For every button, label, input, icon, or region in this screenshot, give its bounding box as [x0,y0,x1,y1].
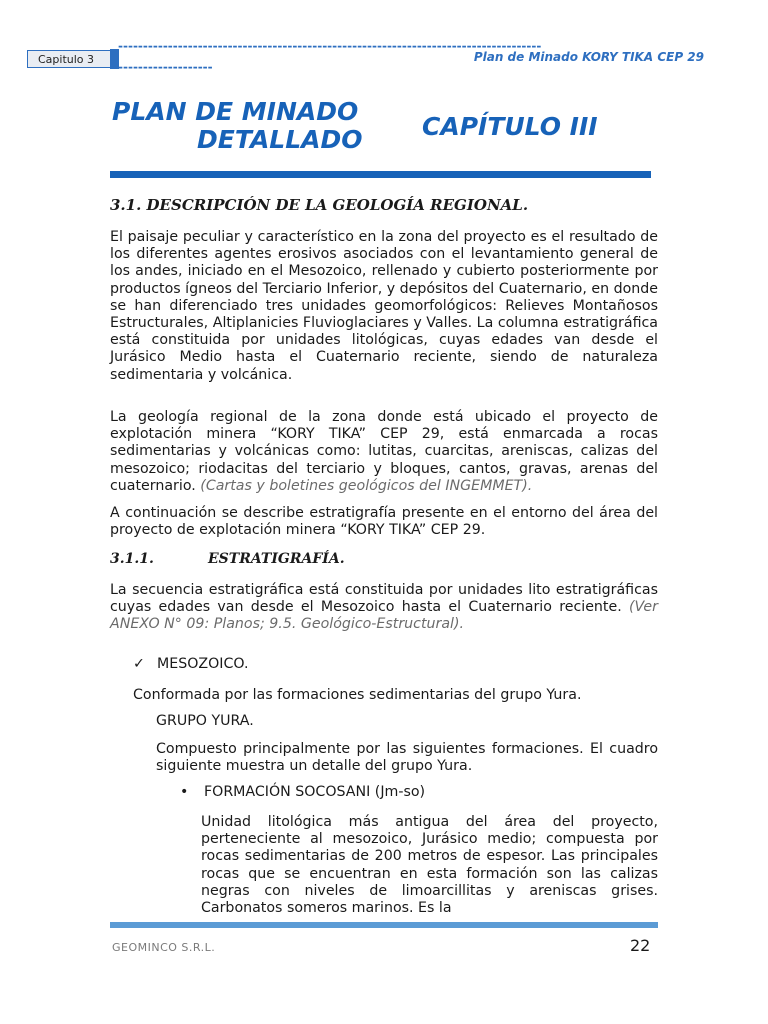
subsection-paragraph-1-text: La secuencia estratigráfica está constituida por unidades lito estratigráficas cuyas edades van desde el Mesozoico hasta el Cuaternario reciente. [110,582,658,616]
checkmark-icon: ✓ [133,656,145,672]
subsection-title: ESTRATIGRAFÍA. [208,551,345,567]
chapter-tag: Capitulo 3 [27,50,118,68]
section-paragraph-2 [110,409,658,495]
formacion-description: Unidad litológica más antigua del área del proyecto, perteneciente al mesozoico, Jurásico medio; compuesta por rocas sedimentarias de 200 metros de espesor. Las principales rocas que se encuentran en esta formación son las calizas negras con niveles de limoarcillitas y areniscas grises. Carbonatos someros marinos. Es la [201,814,658,917]
section-paragraph-3: A continuación se describe estratigrafía presente en el entorno del área del proyecto de explotación minera “KORY TIKA” CEP 29. [110,505,658,539]
footer-divider [110,922,658,928]
citation: (Cartas y boletines geológicos del INGEMMET). [200,477,533,494]
title-divider [110,171,651,178]
footer-company: GEOMINCO S.R.L. [112,941,216,954]
grupo-yura-description: Compuesto principalmente por las siguientes formaciones. El cuadro siguiente muestra un detalle del grupo Yura. [156,741,658,775]
formacion-label: FORMACIÓN SOCOSANI (Jm-so) [204,784,426,800]
formacion-item [178,784,425,800]
subsection-paragraph-1 [110,582,658,634]
header-dash-line: ------------------------------------------------------------------------------------- [118,41,542,51]
mesozoico-label: MESOZOICO. [157,656,249,672]
page-title-line1: PLAN DE MINADO [112,97,359,126]
chapter-title: CAPÍTULO III [422,112,598,141]
subsection-number: 3.1.1. [110,551,154,567]
section-paragraph-1: El paisaje peculiar y característico en la zona del proyecto es el resultado de los diferentes agentes erosivos asociados con el levantamiento general de los andes, iniciado en el Mesozoico, rellenado y cubierto posteriormente por productos ígneos del Terciario Inferior, y depósitos del Cuaternario, en donde se han diferenciado tres unidades geomorfológicos: Relieves Montañosos Estructurales, Altiplanicies Fluvioglaciares y Valles. La columna estratigráfica está constituida por unidades litológicas, cuyas edades van desde el Jurásico Medio hasta el Cuaternario reciente, siendo de naturaleza sedimentaria y volcánica. [110,229,658,383]
mesozoico-item [133,656,248,672]
document-title: Plan de Minado KORY TIKA CEP 29 [473,50,704,64]
grupo-yura-label: GRUPO YURA. [156,713,254,729]
bullet-icon: • [180,784,189,800]
page-title [112,98,372,154]
subsection-heading [110,551,658,567]
page-number: 22 [630,936,651,955]
annex-reference: (Ver ANEXO N° 09: Planos; 9.5. Geológico-Estructural). [110,599,658,633]
page-title-line2: DETALLADO [197,125,363,154]
section-paragraph-2-text: La geología regional de la zona donde está ubicado el proyecto de explotación minera “KORY TIKA” CEP 29, está enmarcada a rocas sedimentarias y volcánicas como: lutitas, cuarcitas, areniscas, calizas del mesozoico; riodacitas del terciario y bloques, cantos, gravas, arenas del cuaternario. [110,409,658,494]
mesozoico-description: Conformada por las formaciones sedimentarias del grupo Yura. [133,687,582,703]
header-dash-line-short: ------------------- [118,62,213,72]
section-heading: 3.1. DESCRIPCIÓN DE LA GEOLOGÍA REGIONAL. [110,196,529,214]
